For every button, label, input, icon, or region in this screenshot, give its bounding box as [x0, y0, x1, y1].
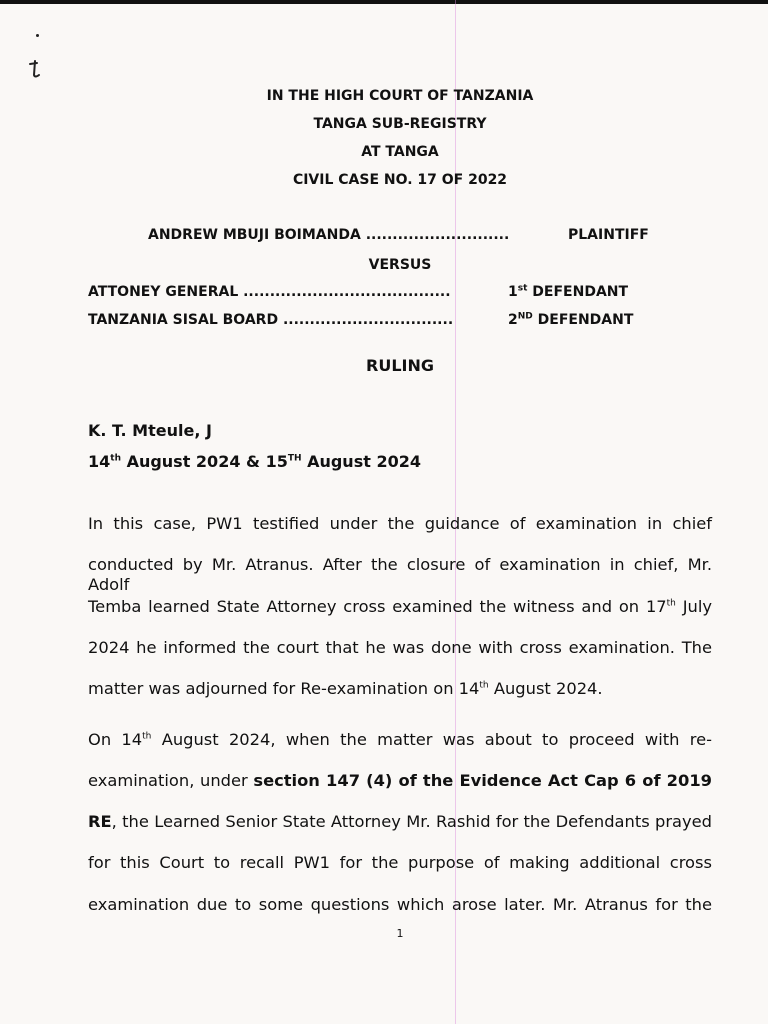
judge-name: K. T. Mteule, J [88, 421, 212, 440]
paragraph-1-line-1: In this case, PW1 testified under the guidance of examination in chief [88, 514, 712, 533]
sub-registry: TANGA SUB-REGISTRY [313, 116, 487, 132]
paragraph-2-line-5: examination due to some questions which arose later. Mr. Atranus for the [88, 895, 712, 914]
case-number: CIVIL CASE NO. 17 OF 2022 [292, 172, 508, 188]
page-number: 1 [396, 927, 404, 940]
court-title: IN THE HIGH COURT OF TANZANIA [266, 88, 534, 104]
first-defendant-role: 1st DEFENDANT [508, 283, 629, 300]
paragraph-1-line-2: conducted by Mr. Atranus. After the closure of examination in chief, Mr. Adolf [88, 555, 712, 594]
second-defendant-name: TANZANIA SISAL BOARD ................................ [88, 312, 454, 328]
paragraph-2-line-2: examination, under section 147 (4) of the Evidence Act Cap 6 of 2019 [88, 771, 712, 790]
paragraph-2-line-3: RE, the Learned Senior State Attorney Mr. Rashid for the Defendants prayed [88, 812, 712, 831]
paragraph-1-line-4: 2024 he informed the court that he was done with cross examination. The [88, 638, 712, 657]
paragraph-1-line-5: matter was adjourned for Re-examination on 14th August 2024. [88, 679, 603, 698]
versus-label: VERSUS [368, 257, 432, 273]
ruling-dates: 14th August 2024 & 15TH August 2024 [88, 452, 421, 471]
scan-edge [0, 0, 768, 4]
scan-mark-dot [36, 34, 39, 37]
ruling-heading: RULING [366, 356, 434, 375]
location: AT TANGA [361, 144, 439, 160]
first-defendant-name: ATTONEY GENERAL ....................................... [88, 284, 451, 300]
second-defendant-role: 2ND DEFENDANT [508, 311, 634, 328]
paragraph-2-line-4: for this Court to recall PW1 for the purpose of making additional cross [88, 853, 712, 872]
handwritten-mark-icon [28, 58, 42, 80]
paragraph-1-line-3: Temba learned State Attorney cross examined the witness and on 17th July [88, 597, 712, 616]
plaintiff-name: ANDREW MBUJI BOIMANDA ........................... [148, 227, 510, 243]
paragraph-2-line-1: On 14th August 2024, when the matter was about to proceed with re- [88, 730, 712, 749]
plaintiff-role: PLAINTIFF [568, 227, 649, 243]
